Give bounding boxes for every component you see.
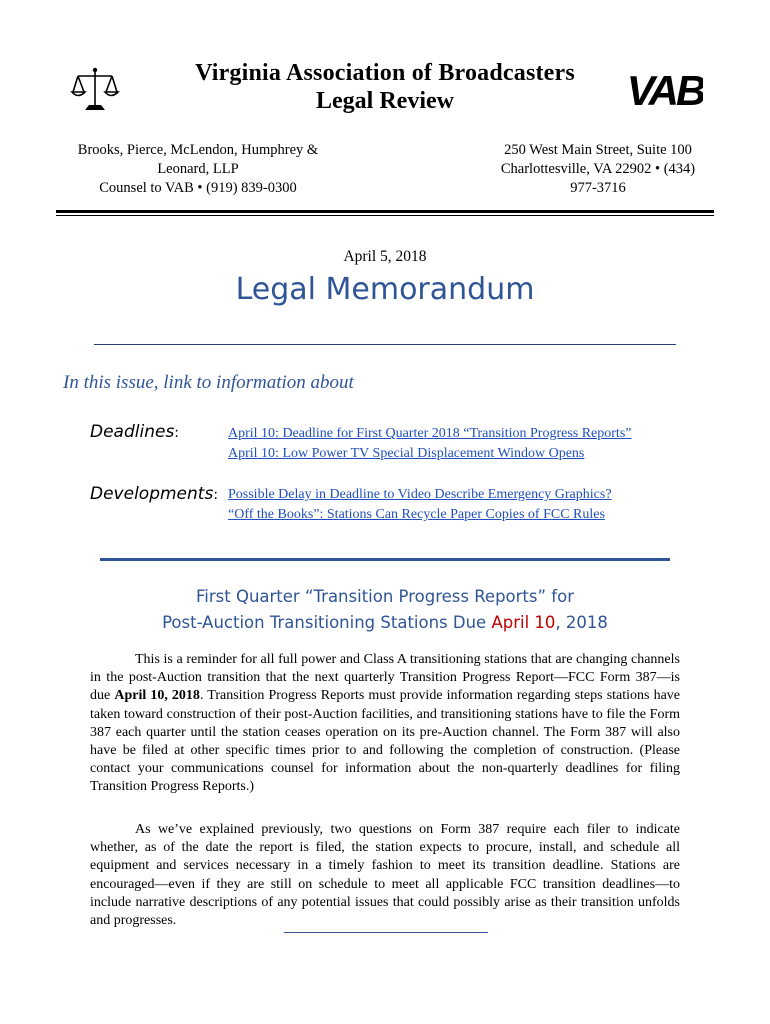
address-line: 250 West Main Street, Suite 100: [504, 142, 692, 158]
title-underline: [94, 344, 676, 345]
article-title-line1: First Quarter “Transition Progress Reports” for: [196, 587, 574, 606]
vab-address: [478, 141, 718, 198]
article-paragraph-1: This is a reminder for all full power and Class A transitioning stations that are changing channels in the post-Auction transition that the next quarterly Transition Progress Report—FCC Form 387—is due April 10, 2018. Transition Progress Reports must provide information regarding steps stations have taken toward construction of their post-Auction facilities, and transitioning stations have to file the Form 387 each quarter until the station ceases operation on its pre-Auction channel. The Form 387 will also have be filed at other specific times prior to and following the completion of construction. (Please contact your communications counsel for information about the non-quarterly deadlines for filing Transition Progress Reports.): [90, 652, 681, 795]
footer-divider: [284, 932, 488, 933]
memo-title: Legal Memorandum: [235, 272, 535, 307]
counsel-line: Brooks, Pierce, McLendon, Humphrey &: [77, 142, 319, 158]
due-date-bold: April 10, 2018: [114, 688, 200, 704]
counsel-info: [58, 141, 338, 198]
counsel-line: Leonard, LLP: [157, 161, 239, 177]
address-line: 977-3716: [570, 180, 626, 196]
link-emergency-graphics-delay[interactable]: Possible Delay in Deadline to Video Describe Emergency Graphics?: [228, 487, 612, 502]
memo-date: April 5, 2018: [343, 248, 427, 265]
article-title-line2: Post-Auction Transitioning Stations Due April 10, 2018: [162, 613, 608, 632]
header-divider-thin: [56, 215, 714, 216]
header-divider: [56, 210, 714, 213]
link-off-the-books[interactable]: “Off the Books”: Stations Can Recycle Paper Copies of FCC Rules: [228, 507, 605, 522]
issue-intro: In this issue, link to information about: [63, 372, 354, 393]
developments-label: Developments:: [90, 484, 219, 504]
deadlines-label: Deadlines:: [90, 422, 180, 442]
newsletter-title: Virginia Association of Broadcasters: [195, 60, 575, 86]
counsel-line: Counsel to VAB • (919) 839-0300: [99, 180, 297, 196]
section-divider: [100, 558, 670, 561]
address-line: Charlottesville, VA 22902 • (434): [500, 161, 696, 177]
article-paragraph-2: As we’ve explained previously, two questions on Form 387 require each filer to indicate whether, as of the date the report is filed, the station expects to procure, install, and schedule all equipment and services necessary in a timely fashion to meet its transition deadline. Stations are encouraged—even if they are still on schedule to meet all applicable FCC transition deadlines—to include narrative descriptions of any potential issues that could possibly arise as their transition unfolds and progresses.: [90, 822, 680, 929]
link-lptv-displacement-window[interactable]: April 10: Low Power TV Special Displacement Window Opens: [228, 446, 585, 461]
vab-logo-text: VAB: [627, 68, 703, 110]
newsletter-subtitle: Legal Review: [316, 88, 454, 114]
vab-logo: [627, 68, 703, 110]
link-transition-progress-reports[interactable]: April 10: Deadline for First Quarter 2018 “Transition Progress Reports”: [228, 426, 632, 441]
article-title: [0, 584, 770, 636]
due-date-highlight: April 10: [491, 613, 556, 632]
